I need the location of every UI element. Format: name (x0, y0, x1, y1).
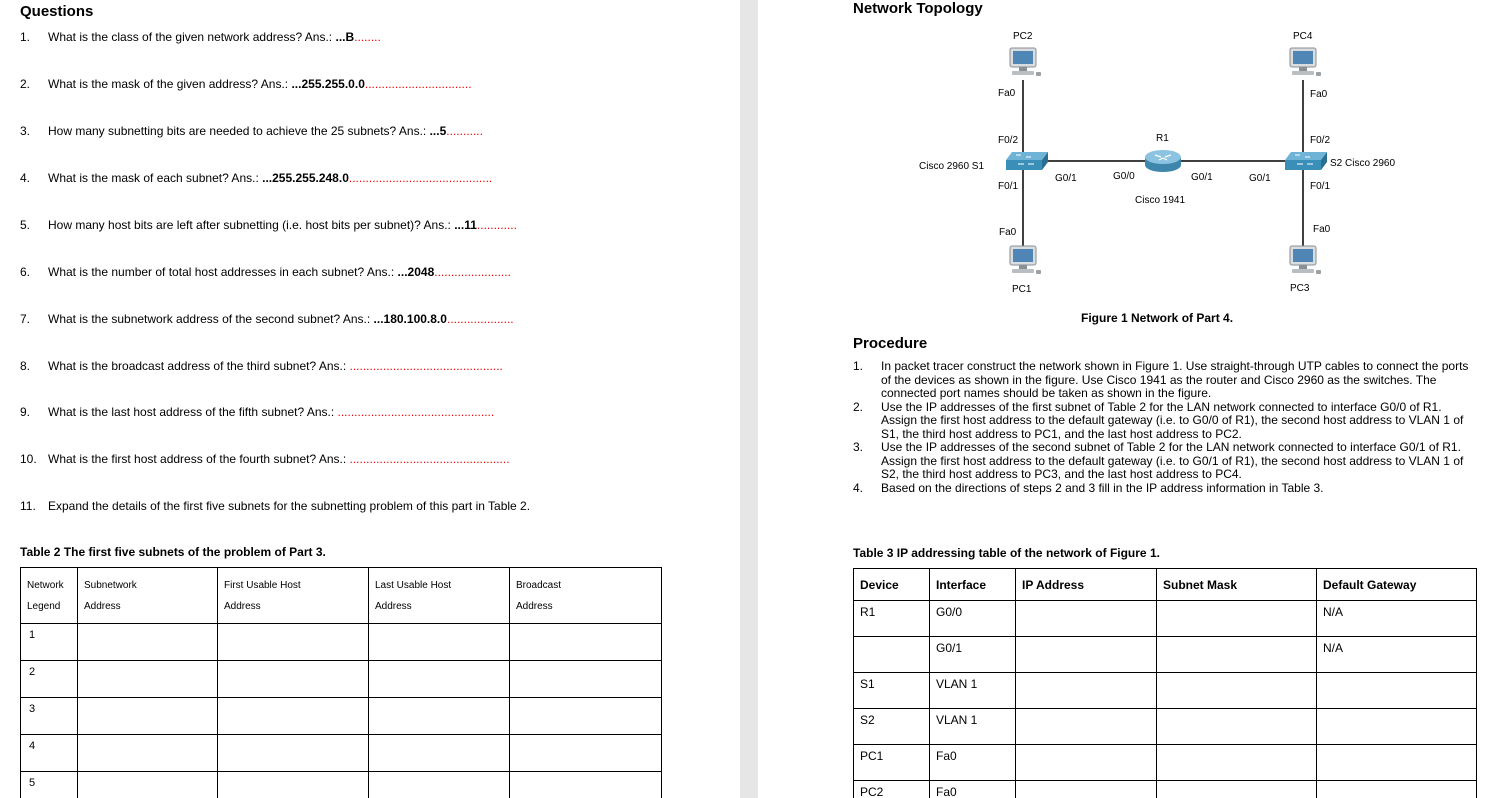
answer-text: ...5 (429, 124, 447, 138)
question-text: How many subnetting bits are needed to achieve the 25 subnets? Ans.: (48, 124, 430, 138)
answer-dots: ................................ (364, 77, 472, 91)
network-topology-diagram (758, 0, 1486, 330)
step-text: In packet tracer construct the network shown in Figure 1. Use straight-through UTP cables to connect the ports of the devices as shown in the figure. Use Cisco 1941 as the router and Cisco 2960 as the switches. The connected port names should be taken as shown in the figure. (881, 359, 1469, 400)
table3-cell (1157, 601, 1317, 637)
table3-row (854, 709, 1477, 745)
r1-label: R1 (1156, 133, 1169, 144)
question-text: What is the mask of each subnet? Ans.: (48, 171, 263, 185)
table3-cell: G0/1 (930, 637, 1016, 673)
table3-cell: PC1 (854, 745, 930, 781)
question-text: Expand the details of the first five subnets for the subnetting problem of this part in Table 2. (48, 499, 531, 513)
question-item (20, 359, 503, 373)
question-text: What is the last host address of the fifth subnet? Ans.: (48, 405, 338, 419)
pc2-icon (1010, 48, 1041, 76)
table2-cell (78, 661, 218, 698)
s2-g01-label: G0/1 (1249, 173, 1271, 184)
ip-addressing-table (853, 568, 1477, 798)
table2-cell (369, 698, 510, 735)
pc4-fa0-label: Fa0 (1310, 89, 1328, 100)
question-number: 2. (20, 77, 31, 91)
question-item (20, 452, 510, 466)
table3-cell: VLAN 1 (930, 709, 1016, 745)
table2-header: Network Legend (21, 568, 78, 624)
table3-cell (1016, 637, 1157, 673)
table2-cell (218, 661, 369, 698)
table3-header-row (854, 569, 1477, 601)
pc3-label: PC3 (1290, 283, 1310, 294)
table3-cell (1317, 709, 1477, 745)
question-text: What is the broadcast address of the third subnet? Ans.: (48, 359, 350, 373)
procedure-step (853, 482, 1477, 496)
table2-row (21, 661, 662, 698)
table3-cell (1016, 673, 1157, 709)
table3-cell: Fa0 (930, 781, 1016, 798)
pc4-label: PC4 (1293, 31, 1313, 42)
table2-row (21, 698, 662, 735)
router-r1-icon (1145, 150, 1181, 172)
table2-row (21, 735, 662, 772)
table2-row (21, 624, 662, 661)
question-number: 9. (20, 405, 31, 419)
step-number: 3. (853, 440, 864, 454)
table3-cell (1317, 745, 1477, 781)
table3-cell (1016, 745, 1157, 781)
step-text: Use the IP addresses of the second subnet of Table 2 for the LAN network connected to interface G0/1 of R1. Assign the first host address to the default gateway (i.e. to G0/1 of R1), the second host address to VLAN 1 of S2, the third host address to PC3, and the last host address to PC4. (881, 440, 1464, 481)
table3-cell (1317, 673, 1477, 709)
table2-cell: 4 (21, 735, 78, 772)
table2-cell (369, 735, 510, 772)
r1-g01-label: G0/1 (1191, 172, 1213, 183)
figure-caption: Figure 1 Network of Part 4. (1081, 311, 1234, 325)
pc4-icon (1290, 48, 1321, 76)
table3-cell: N/A (1317, 637, 1477, 673)
pc2-label: PC2 (1013, 31, 1033, 42)
table3-row (854, 601, 1477, 637)
table3-cell (1157, 781, 1317, 798)
table2-cell (510, 772, 662, 798)
table2-cell (510, 624, 662, 661)
question-number: 8. (20, 359, 31, 373)
table3-row (854, 637, 1477, 673)
switch-s1-icon (1006, 152, 1048, 170)
s2-f02-label: F0/2 (1310, 135, 1331, 146)
table3-header: Subnet Mask (1157, 569, 1317, 601)
table2-header: First Usable Host Address (218, 568, 369, 624)
answer-text: ...B (335, 30, 355, 44)
answer-dots: ........................................... (348, 171, 493, 185)
s2-f01-label: F0/1 (1310, 181, 1331, 192)
table3-cell: PC2 (854, 781, 930, 798)
table2-cell (78, 772, 218, 798)
question-number: 3. (20, 124, 31, 138)
question-text: What is the mask of the given address? Ans.: (48, 77, 292, 91)
router-model-label: Cisco 1941 (1135, 195, 1186, 206)
table3-cell (1157, 637, 1317, 673)
table2-cell (369, 772, 510, 798)
question-item (20, 218, 517, 232)
procedure-step (853, 360, 1477, 401)
question-text: What is the first host address of the fourth subnet? Ans.: (48, 452, 350, 466)
table2-header: Last Usable Host Address (369, 568, 510, 624)
table3-row (854, 745, 1477, 781)
pc1-icon (1010, 246, 1041, 274)
table3-header: Device (854, 569, 930, 601)
table3-cell (1016, 781, 1157, 798)
subnets-table (20, 567, 662, 798)
question-number: 1. (20, 30, 31, 44)
table3-cell: R1 (854, 601, 930, 637)
table3-cell (1157, 709, 1317, 745)
table2-cell (218, 624, 369, 661)
table3-cell (1317, 781, 1477, 798)
table3-cell (1016, 601, 1157, 637)
s1-g01-label: G0/1 (1055, 173, 1077, 184)
procedure-list (853, 360, 1477, 495)
table2-cell: 1 (21, 624, 78, 661)
table2-cell (369, 624, 510, 661)
question-item (20, 265, 511, 279)
table2-caption: Table 2 The first five subnets of the problem of Part 3. (20, 545, 326, 559)
table2-cell: 5 (21, 772, 78, 798)
table2-header: Subnetwork Address (78, 568, 218, 624)
answer-dots: ........ (354, 30, 381, 44)
table3-cell (854, 637, 930, 673)
step-number: 4. (853, 480, 864, 495)
pc3-fa0-label: Fa0 (1313, 224, 1331, 235)
table2-cell: 3 (21, 698, 78, 735)
table3-cell (1016, 709, 1157, 745)
table3-cell: S1 (854, 673, 930, 709)
answer-dots: .................... (446, 312, 514, 326)
table2-cell (78, 698, 218, 735)
step-number: 2. (853, 399, 864, 414)
answer-dots: ............................................... (337, 405, 495, 419)
step-text: Use the IP addresses of the first subnet of Table 2 for the LAN network connected to interface G0/0 of R1. Assign the first host address to the default gateway (i.e. to G0/0 of R1), the second host address to VLAN 1 of S1, the third host address to PC1, and the last host address to PC2. (881, 399, 1464, 441)
table3-cell: G0/0 (930, 601, 1016, 637)
procedure-step (853, 441, 1477, 482)
table2-cell (218, 698, 369, 735)
question-number: 6. (20, 265, 31, 279)
question-number: 7. (20, 312, 31, 326)
table3-caption: Table 3 IP addressing table of the network of Figure 1. (853, 546, 1160, 560)
question-text: What is the class of the given network address? Ans.: (48, 30, 336, 44)
table3-header: Default Gateway (1317, 569, 1477, 601)
pc1-fa0-label: Fa0 (999, 227, 1017, 238)
table3-cell: VLAN 1 (930, 673, 1016, 709)
pc1-label: PC1 (1012, 284, 1032, 295)
answer-text: ...255.255.0.0 (291, 77, 365, 91)
pc3-icon (1290, 246, 1321, 274)
question-item (20, 312, 514, 326)
answer-dots: ....................... (434, 265, 511, 279)
answer-text: ...255.255.248.0 (262, 171, 349, 185)
table2-cell (510, 661, 662, 698)
s1-name-label: Cisco 2960 S1 (919, 161, 985, 172)
table2-cell: 2 (21, 661, 78, 698)
answer-text: ...11 (454, 218, 477, 232)
table2-cell (510, 698, 662, 735)
topology-heading: Network Topology (853, 0, 983, 17)
step-text: Based on the directions of steps 2 and 3 fill in the IP address information in Table 3. (881, 480, 1324, 495)
questions-heading: Questions (20, 3, 94, 20)
table2-header: Broadcast Address (510, 568, 662, 624)
table3-row (854, 781, 1477, 798)
question-item (20, 171, 492, 185)
table3-cell: Fa0 (930, 745, 1016, 781)
question-number: 5. (20, 218, 31, 232)
table2-row (21, 772, 662, 798)
table2-cell (218, 735, 369, 772)
s1-f01-label: F0/1 (998, 181, 1019, 192)
question-number: 10. (20, 452, 37, 466)
step-number: 1. (853, 359, 864, 373)
table2-cell (218, 772, 369, 798)
question-number: 4. (20, 171, 31, 185)
table3-header: IP Address (1016, 569, 1157, 601)
switch-s2-icon (1285, 152, 1327, 170)
question-item (20, 77, 472, 91)
s2-name-label: S2 Cisco 2960 (1330, 158, 1396, 169)
question-text: What is the number of total host addresses in each subnet? Ans.: (48, 265, 398, 279)
answer-dots: ........... (446, 124, 483, 138)
table2-cell (78, 624, 218, 661)
procedure-step (853, 401, 1477, 442)
table2-cell (369, 661, 510, 698)
question-number: 11. (20, 499, 36, 513)
s1-f02-label: F0/2 (998, 135, 1019, 146)
table3-header: Interface (930, 569, 1016, 601)
table3-row (854, 673, 1477, 709)
answer-text: ...180.100.8.0 (373, 312, 447, 326)
left-page (0, 0, 740, 798)
table2-header-row (21, 568, 662, 624)
question-item (20, 405, 494, 419)
table3-cell: N/A (1317, 601, 1477, 637)
table3-cell (1157, 673, 1317, 709)
r1-g00-label: G0/0 (1113, 171, 1135, 182)
answer-text: ...2048 (397, 265, 435, 279)
question-text: How many host bits are left after subnetting (i.e. host bits per subnet)? Ans.: (48, 218, 455, 232)
table2-cell (510, 735, 662, 772)
right-page (758, 0, 1486, 798)
table3-cell (1157, 745, 1317, 781)
table3-cell: S2 (854, 709, 930, 745)
question-item (20, 124, 483, 138)
answer-dots: ............ (476, 218, 517, 232)
pc2-fa0-label: Fa0 (998, 88, 1016, 99)
question-text: What is the subnetwork address of the second subnet? Ans.: (48, 312, 374, 326)
procedure-heading: Procedure (853, 335, 928, 352)
answer-dots: ................................................ (349, 452, 510, 466)
answer-dots: .............................................. (349, 359, 503, 373)
question-item (20, 30, 381, 44)
question-item (20, 499, 530, 513)
table2-cell (78, 735, 218, 772)
